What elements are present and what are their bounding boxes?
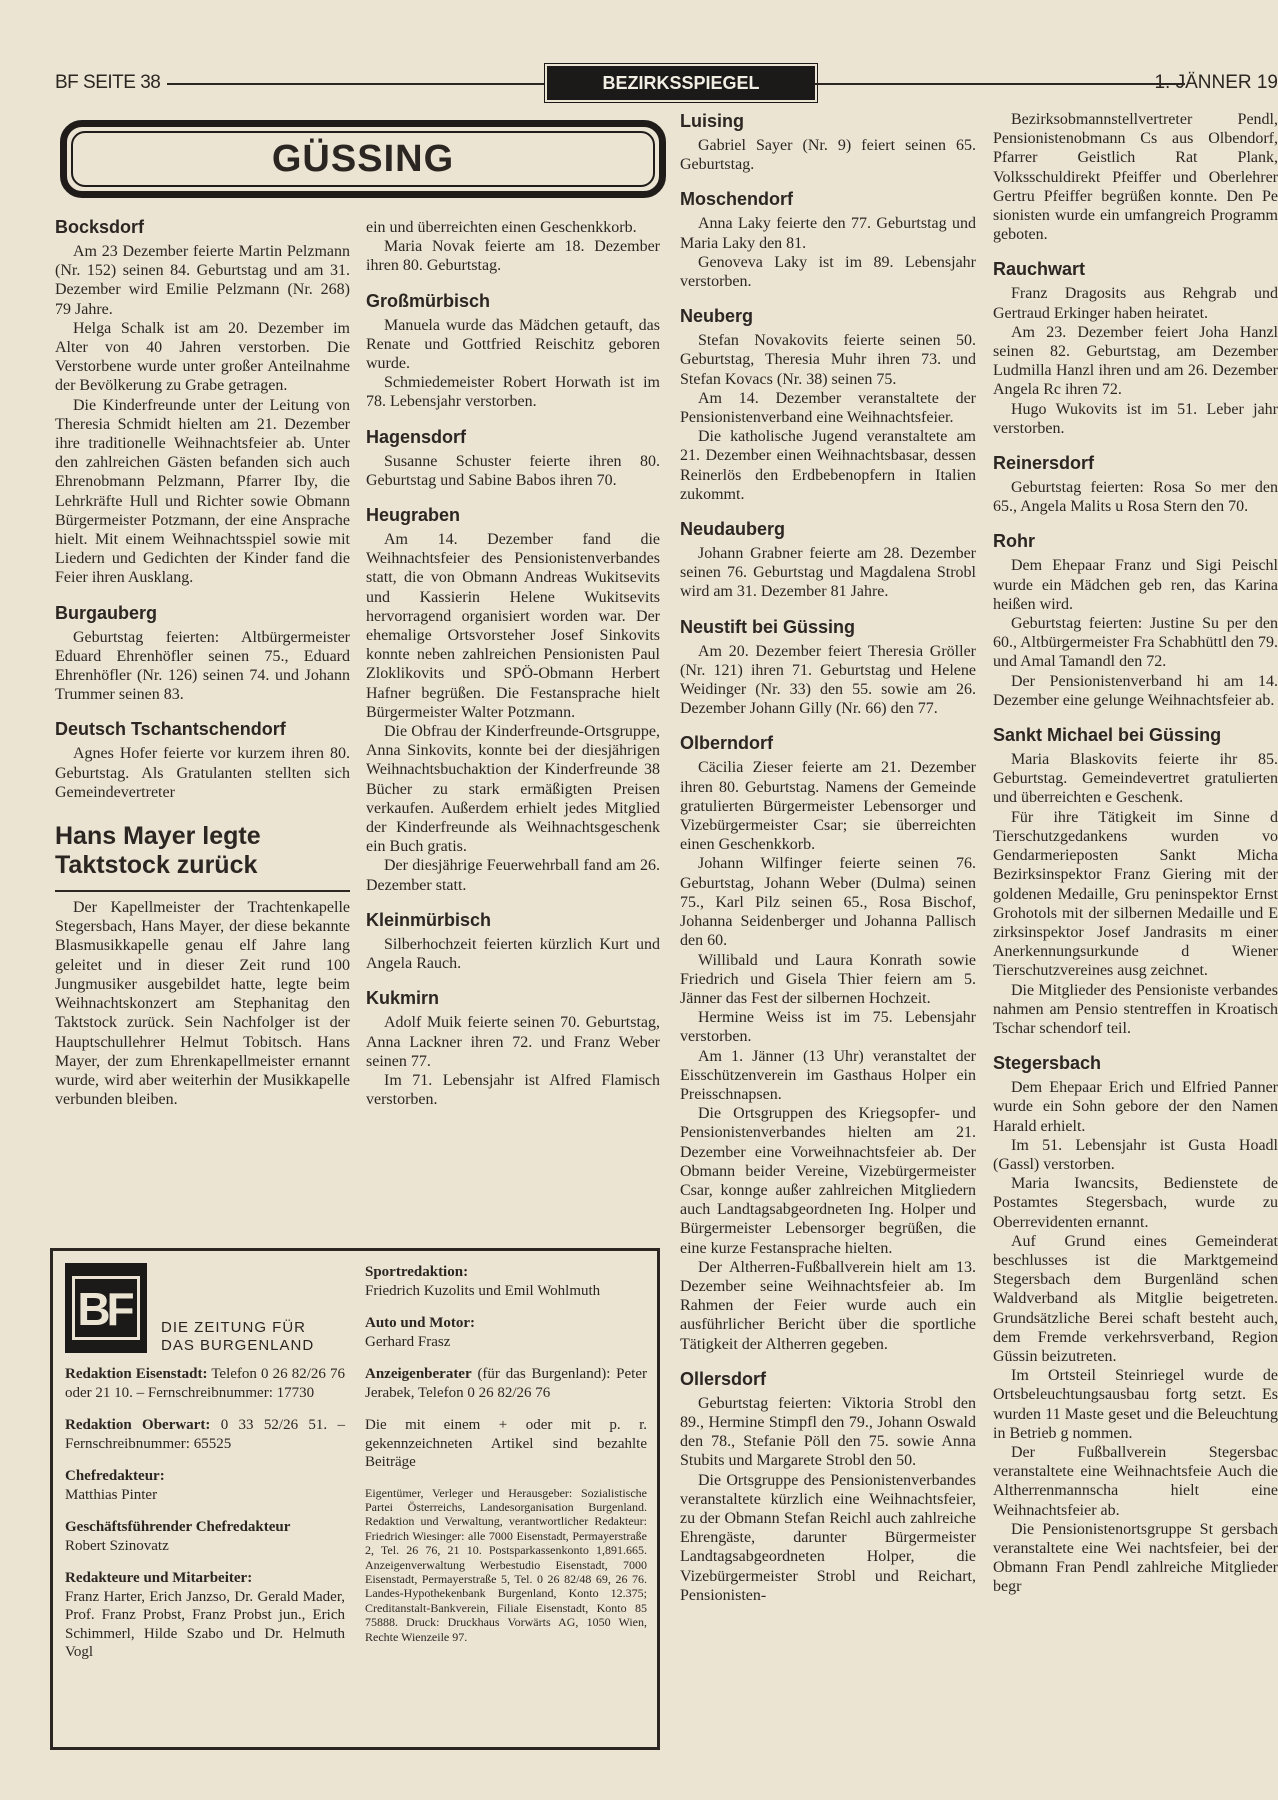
redaktion-oberwart: Redaktion Oberwart: 0 33 52/26 51. – Fernschreibnummer: 65525	[65, 1417, 346, 1452]
article-paragraph: Im 71. Lebensjahr ist Alfred Flamisch verstorben.	[366, 1071, 660, 1109]
redaktion-eisenstadt: Redaktion Eisenstadt: Telefon 0 26 82/26 76 oder 21 10. – Fernschreibnummer: 17730	[65, 1366, 346, 1401]
sportredaktion: Sportredaktion: Friedrich Kuzolits und Emil Wohlmuth	[365, 1264, 601, 1299]
locality-heading: Heugraben	[366, 505, 461, 526]
impressum-box	[50, 1248, 660, 1750]
article-paragraph: Susanne Schuster feierte ihren 80. Geburtstag und Sabine Babos ihren 70.	[366, 452, 660, 489]
article-paragraph: Auf Grund eines Gemeinderat beschlusses ist die Marktgemeind Stegersbach dem Burgenländ schen Waldverband als Mitglie beigetreten. Grundsätzliche Berei schaft besteht auch, dem Fremde verkehrsverband, Region Güssin beizutreten.	[993, 1232, 1278, 1365]
article-paragraph: Franz Dragosits aus Rehgrab und Gertraud Erkinger haben heiratet.	[993, 285, 1278, 322]
mitarbeiter: Redakteure und Mitarbeiter: Franz Harter, Erich Janzso, Dr. Gerald Mader, Prof. Franz Probst, Franz Probst jun., Erich Schimmerl, Hilde Szabo und Dr. Helmuth Vogl	[65, 1570, 345, 1660]
article-paragraph: Helga Schalk ist am 20. Dezember im Alter von 40 Jahren verstorben. Die Verstorbene wurde unter großer Anteilnahme der Bevölkerung zu Grabe getragen.	[55, 319, 350, 395]
article-paragraph: ein und überreichten einen Geschenkkorb.	[366, 219, 637, 236]
locality-heading: Burgauberg	[55, 602, 158, 623]
article-paragraph: Geburtstag feierten: Viktoria Strobl den 89., Hermine Stimpfl den 79., Johann Oswald den 78., Stefanie Pöll den 75. sowie Anna Stubits und Margarete Strobl den 50.	[680, 1394, 976, 1470]
article-paragraph: Cäcilia Zieser feierte am 21. Dezember ihren 80. Geburtstag. Namens der Gemeinde gratulierten Bürgermeister Lebensorger und Vizebürgermeister Csar; sie überreichten einen Geschenkkorb.	[680, 759, 976, 854]
article-paragraph: Geburtstag feierten: Justine Su per den 60., Altbürgermeister Fra Schabhüttl den 79. und Amal Tamandl den 72.	[993, 615, 1278, 671]
article-paragraph: Die Ortsgruppe des Pensionistenverbandes veranstaltete kürzlich eine Weihnachtsfeier, zu der Obmann Stefan Reichl auch zahlreiche Ehrengäste, darunter Bürgermeister Landtagsabgeordneten Holper, die Vizebürgermeister Strobl und Reichart, Pensionisten-	[680, 1471, 976, 1604]
page-header	[55, 66, 1278, 100]
locality-heading: Stegersbach	[993, 1053, 1102, 1074]
locality-heading: Ollersdorf	[680, 1368, 767, 1389]
locality-heading: Luising	[680, 111, 744, 131]
article-paragraph: Der Altherren-Fußballverein hielt am 13. Dezember seine Weihnachtsfeier ab. Im Rahmen der Feier wurde auch ein ausführlicher Bericht über die sportliche Tätigkeit der Altherren gegeben.	[680, 1258, 976, 1353]
locality-heading: Hagensdorf	[366, 426, 467, 447]
locality-heading: Kukmirn	[366, 988, 440, 1009]
article-paragraph: Der Fußballverein Stegersbac veranstaltete eine Weihnachtsfeie Auch die Altherrenmannscha hielt eine Weihnachtsfeier ab.	[993, 1443, 1278, 1519]
article-paragraph: Bezirksobmannstellvertreter Pendl, Pensionistenobmann Cs aus Olbendorf, Pfarrer Geistlich Rat Plank, Volksschuldirekt Pfeiffer und Oberlehrer Gertru Pfeiffer begrüßen konnte. Den Pe sionisten wurde ein umfangreich Programm geboten.	[993, 111, 1278, 244]
locality-heading: Großmürbisch	[366, 290, 491, 311]
locality-heading: Neustift bei Güssing	[680, 616, 856, 637]
locality-heading: Neuberg	[680, 306, 754, 327]
anzeigenberater: Anzeigenberater (für das Burgenland): Peter Jerabek, Telefon 0 26 82/26 76	[365, 1366, 647, 1401]
article-paragraph: Stefan Novakovits feierte seinen 50. Geburtstag, Theresia Muhr ihren 73. und Stefan Kovacs (Nr. 38) seinen 75.	[680, 332, 976, 388]
locality-heading: Rauchwart	[993, 259, 1086, 280]
issue-date: 1. JÄNNER 19	[1154, 72, 1278, 93]
article-paragraph: Genoveva Laky ist im 89. Lebensjahr verstorben.	[680, 253, 976, 291]
paid-articles-note: Die mit einem + oder mit p. r. gekennzeichneten Artikel sind bezahlte Beiträge	[365, 1417, 647, 1470]
article-paragraph: Willibald und Laura Konrath sowie Friedrich und Gisela Thier feiern am 5. Jänner das Fest der silbernen Hochzeit.	[680, 951, 976, 1007]
article-paragraph: Der Kapellmeister der Trachtenkapelle Stegersbach, Hans Mayer, der diese bekannte Blasmusikkapelle genau elf Jahre lang geleitet und in dieser Zeit rund 100 Jungmusiker ausgebildet hatte, legte beim Weihnachtskonzert am Stephanitag den Taktstock zurück. Sein Nachfolger ist der Hauptschullehrer Helmut Tobitsch. Hans Mayer, der zum Ehrenkapellmeister ernannt wurde, wird aber weiterhin der Musikkapelle verbunden bleiben.	[55, 899, 350, 1109]
article-paragraph: Der Pensionistenverband hi am 14. Dezember eine gelunge Weihnachtsfeier ab.	[993, 672, 1278, 709]
article-paragraph: Für ihre Tätigkeit im Sinne d Tierschutzgedankens wurden vo Gendarmerieposten Sankt Micha Bezirksinspektor Franz Giering mit der goldenen Medaille, Gru peninspektor Ernst Grohotols mit der silbernen Medaille und E zirksinspektor Josef Jandrasits m einer Anerkennungsurkunde d Wiener Tierschutzvereines ausg zeichnet.	[993, 808, 1278, 980]
article-paragraph: Maria Iwancsits, Bedienstete de Postamtes Stegersbach, wurde zu Oberrevidenten ernannt.	[993, 1175, 1278, 1231]
auto-motor: Auto und Motor: Gerhard Frasz	[365, 1315, 476, 1350]
article-paragraph: Hugo Wukovits ist im 51. Leber jahr verstorben.	[993, 400, 1278, 437]
header-rule-right	[815, 83, 1185, 85]
locality-heading: Deutsch Tschantschendorf	[55, 719, 286, 740]
article-paragraph: Dem Ehepaar Franz und Sigi Peischl wurde ein Mädchen geb ren, das Karina heißen wird.	[993, 557, 1278, 613]
locality-heading: Bocksdorf	[55, 217, 145, 237]
article-paragraph: Johann Grabner feierte am 28. Dezember seinen 76. Geburtstag und Magdalena Strobl wird am 31. Dezember 81 Jahre.	[680, 545, 976, 601]
article-paragraph: Schmiedemeister Robert Horwath ist im 78. Lebensjahr verstorben.	[366, 374, 660, 411]
article-paragraph: Gabriel Sayer (Nr. 9) feiert seinen 65. Geburtstag.	[680, 137, 976, 174]
article-paragraph: Am 23. Dezember feiert Joha Hanzl seinen 82. Geburtstag, am Dezember Ludmilla Hanzl ihren und am 26. Dezember Angela Rc ihren 72.	[993, 323, 1278, 399]
region-banner	[60, 120, 666, 198]
locality-heading: Rohr	[993, 531, 1035, 552]
article-paragraph: Johann Wilfinger feierte seinen 76. Geburtstag, Johann Weber (Dulma) seinen 75., Karl Pilz seinen 65., Rosa Bischof, Johanna Seidenberger und Johanna Pallisch den 60.	[680, 855, 976, 950]
locality-heading: Moschendorf	[680, 189, 794, 210]
column-4	[993, 110, 1278, 1800]
article-paragraph: Maria Blaskovits feierte ihr 85. Geburtstag. Gemeindevertret gratulierten und überreichten e Geschenk.	[993, 751, 1278, 807]
column-3	[680, 110, 976, 1605]
locality-heading: Sankt Michael bei Güssing	[993, 725, 1222, 746]
article-paragraph: Am 20. Dezember feiert Theresia Gröller (Nr. 121) ihren 71. Geburtstag und Helene Weidinger (Nr. 33) den 55. sowie am 26. Dezember Johann Gilly (Nr. 66) den 77.	[680, 642, 976, 718]
locality-heading: Reinersdorf	[993, 453, 1095, 474]
article-paragraph: Die Ortsgruppen des Kriegsopfer- und Pensionistenverbandes hielten am 21. Dezember eine Vorweihnachtsfeier ab. Der Obmann beider Vereine, Vizebürgermeister Csar, konnge außer zahlreichen Mitgliedern auch Landtagsabgeordneten Ing. Holper und Bürgermeister Lebensorger begrüßen, die eine kurze Festansprache hielten.	[680, 1105, 976, 1257]
bf-logo: BF	[65, 1263, 147, 1353]
section-label: BEZIRKSSPIEGEL	[547, 66, 815, 100]
locality-heading: Neudauberg	[680, 519, 786, 540]
article-paragraph: Hermine Weiss ist im 75. Lebensjahr verstorben.	[680, 1009, 976, 1046]
chefredakteur: Chefredakteur: Matthias Pinter	[65, 1468, 165, 1503]
article-paragraph: Anna Laky feierte den 77. Geburtstag und Maria Laky den 81.	[680, 215, 976, 252]
article-paragraph: Die Obfrau der Kinderfreunde-Ortsgruppe, Anna Sinkovits, konnte bei der diesjährigen Weihnachtsbuchaktion der Kinderfreunde 38 Bücher zu stark ermäßigten Preisen verkaufen. Außerdem erhielt jedes Mitglied der Kinderfreunde als Weihnachtsgeschenk ein Buch gratis.	[366, 723, 660, 856]
article-paragraph: Geburtstag feierten: Rosa So mer den 65., Angela Malits u Rosa Stern den 70.	[993, 479, 1278, 516]
article-paragraph: Am 14. Dezember fand die Weihnachtsfeier des Pensionistenverbandes statt, die von Obmann Andreas Wukitsevits und Kassierin Helene Wukitsevits hervorragend organisiert worden war. Der ehemalige Ortsvorsteher Josef Sinkovits konnte neben zahlreichen Pensionisten Paul Zloklikovits und SPÖ-Obmann Herbert Hafner begrüßen. Die Festansprache hielt Bürgermeister Walter Potzmann.	[366, 531, 660, 721]
article-paragraph: Die Kinderfreunde unter der Leitung von Theresia Schmidt hielten am 21. Dezember ihre traditionelle Weihnachtsfeier ab. Unter den zahlreichen Gästen befanden sich auch Ehrenobmann Pelzmann, Pfarrer Iby, die Lehrkräfte Hull und Richter sowie Obmann Bürgermeister Potzmann, der eine Ansprache hielt. Mit einem Weihnachtsspiel sowie mit Liedern und Gedichten der Kinder fand die Feier ihren Ausklang.	[55, 396, 350, 587]
publisher-info: Eigentümer, Verleger und Herausgeber: Sozialistische Partei Österreichs, Landesorganisation Burgenland. Redaktion und Verwaltung, verantwortlicher Redakteur: Friedrich Wiesinger: alle 7000 Eisenstadt, Permayerstraße 2, Tel. 26 76, 21 10. Postsparkassenkonto 1,891.665. Anzeigenverwaltung Werbestudio Eisenstadt, 7000 Eisenstadt, Permayerstraße 5, Tel. 0 26 82/48 69, 26 76. Landes-Hypothekenbank Burgenland, Konto 12.375; Creditanstalt-Bankverein, Filiale Eisenstadt, Konto 85 75888. Druck: Druckhaus Vorwärts AG, 1050 Wien, Rechte Wienzeile 97.	[365, 1485, 647, 1644]
article-paragraph: Die Pensionistenortsgruppe St gersbach veranstaltete eine Wei nachtsfeier, bei der Obmann Fran Pendl zahlreiche Mitglieder begr	[993, 1520, 1278, 1596]
region-title: GÜSSING	[71, 131, 655, 187]
article-paragraph: Die katholische Jugend veranstaltete am 21. Dezember einen Weihnachtsbasar, dessen Reinerlös den Erdbebenopfern in Italien zukommt.	[680, 428, 976, 503]
article-paragraph: Im 51. Lebensjahr ist Gusta Hoadl (Gassl) verstorben.	[993, 1136, 1278, 1173]
header-rule-left	[167, 83, 545, 85]
locality-heading: Kleinmürbisch	[366, 909, 492, 930]
article-paragraph: Adolf Muik feierte seinen 70. Geburtstag, Anna Lackner ihren 72. und Franz Weber seinen 77.	[366, 1014, 660, 1070]
column-1	[55, 216, 350, 1109]
geschaeftsfuehrer: Geschäftsführender Chefredakteur Robert Szinovatz	[65, 1519, 291, 1554]
article-paragraph: Agnes Hofer feierte vor kurzem ihren 80. Geburtstag. Als Gratulanten stellten sich Gemeindevertreter	[55, 745, 350, 801]
article-paragraph: Manuela wurde das Mädchen getauft, das Renate und Gottfried Reischitz geboren wurde.	[366, 316, 660, 373]
page-number: BF SEITE 38	[55, 72, 161, 93]
article-paragraph: Im Ortsteil Steinriegel wurde de Ortsbeleuchtungsausbau fortg setzt. Es wurden 11 Maste geset und die Beleuchtung in Betrieb g nommen.	[993, 1367, 1278, 1442]
column-2	[366, 218, 660, 1109]
article-paragraph: Maria Novak feierte am 18. Dezember ihren 80. Geburtstag.	[366, 238, 660, 275]
article-paragraph: Am 14. Dezember veranstaltete der Pensionistenverband eine Weihnachtsfeier.	[680, 389, 976, 427]
article-headline: Hans Mayer legte Taktstock zurück	[55, 822, 350, 892]
article-paragraph: Silberhochzeit feierten kürzlich Kurt und Angela Rauch.	[366, 935, 660, 973]
article-paragraph: Geburtstag feierten: Altbürgermeister Eduard Ehrenhöfler seinen 75., Eduard Ehrenhöfler (Nr. 126) seinen 74. und Johann Trummer seinen 83.	[55, 628, 350, 704]
article-paragraph: Am 23 Dezember feierte Martin Pelzmann (Nr. 152) seinen 84. Geburtstag und am 31. Dezember wird Emilie Pelzmann (Nr. 268) 79 Jahre.	[55, 243, 350, 318]
article-paragraph: Am 1. Jänner (13 Uhr) veranstaltet der Eisschützenverein im Gasthaus Holper ein Preisschnapsen.	[680, 1047, 976, 1103]
locality-heading: Olberndorf	[680, 733, 773, 754]
article-paragraph: Dem Ehepaar Erich und Elfried Panner wurde ein Sohn gebore der den Namen Harald erhielt.	[993, 1079, 1278, 1135]
article-paragraph: Die Mitglieder des Pensioniste verbandes nahmen am Pensio stentreffen in Kroatisch Tschar schendorf teil.	[993, 981, 1278, 1037]
tagline: DIE ZEITUNG FÜR DAS BURGENLAND	[161, 1319, 315, 1354]
article-paragraph: Der diesjährige Feuerwehrball fand am 26. Dezember statt.	[366, 857, 660, 894]
